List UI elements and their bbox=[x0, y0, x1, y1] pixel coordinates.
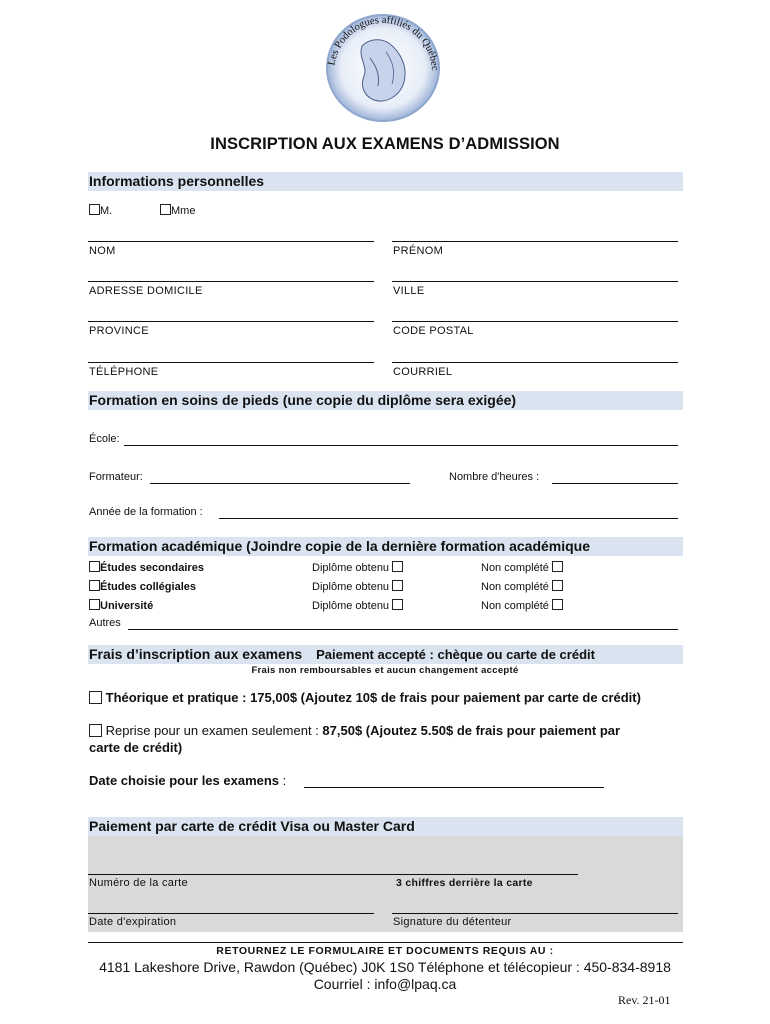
exam-date-label: Date choisie pour les examens bbox=[89, 773, 280, 788]
title-option-mme[interactable]: Mme bbox=[160, 204, 195, 217]
exam-date-row: Date choisie pour les examens : bbox=[89, 773, 287, 788]
fee-option-retake[interactable]: Reprise pour un examen seulement : 87,50$ (Ajoutez 5.50$ de frais pour paiement par bbox=[89, 723, 689, 738]
return-instructions: RETOURNEZ LE FORMULAIRE ET DOCUMENTS REQUIS AU : bbox=[216, 945, 554, 957]
checkbox-obtained-universite[interactable] bbox=[392, 599, 403, 610]
telephone-label: TÉLÉPHONE bbox=[89, 366, 159, 378]
checkbox-incomplete-universite[interactable] bbox=[552, 599, 563, 610]
courriel-label: COURRIEL bbox=[393, 366, 453, 378]
association-logo bbox=[320, 8, 446, 126]
exam-date-field[interactable] bbox=[304, 787, 604, 788]
ecole-field[interactable] bbox=[124, 445, 678, 446]
expiration-field[interactable] bbox=[88, 913, 374, 914]
incomplete-universite[interactable]: Non complété bbox=[481, 599, 563, 612]
payment-note: Paiement accepté : chèque ou carte de crédit bbox=[316, 647, 595, 662]
title-option-m[interactable]: M. bbox=[89, 204, 112, 217]
non-refundable-note: Frais non remboursables et aucun changement accepté bbox=[251, 665, 519, 676]
checkbox-secondaire[interactable] bbox=[89, 561, 100, 572]
contact-email: Courriel : info@lpaq.ca bbox=[313, 976, 457, 992]
adresse-field[interactable] bbox=[88, 281, 374, 282]
annee-label: Année de la formation : bbox=[89, 506, 203, 518]
autres-field[interactable] bbox=[128, 629, 678, 630]
ville-label: VILLE bbox=[393, 285, 425, 297]
incomplete-secondaire[interactable]: Non complété bbox=[481, 561, 563, 574]
fees-header bbox=[88, 645, 683, 664]
obtained-secondaire[interactable]: Diplôme obtenu bbox=[312, 561, 403, 574]
fees-title: Frais d’inscription aux examens bbox=[89, 646, 303, 662]
expiration-label: Date d'expiration bbox=[89, 916, 177, 928]
checkbox-m[interactable] bbox=[89, 204, 100, 215]
checkbox-universite[interactable] bbox=[89, 599, 100, 610]
province-label: PROVINCE bbox=[89, 325, 149, 337]
province-field[interactable] bbox=[88, 321, 374, 322]
return-address: 4181 Lakeshore Drive, Rawdon (Québec) J0K 1S0 Téléphone et télécopieur : 450-834-8918 bbox=[99, 959, 671, 975]
footer-divider bbox=[88, 942, 683, 943]
checkbox-incomplete-collegial[interactable] bbox=[552, 580, 563, 591]
checkbox-obtained-secondaire[interactable] bbox=[392, 561, 403, 572]
ecole-label: École: bbox=[89, 433, 120, 445]
adresse-label: ADRESSE DOMICILE bbox=[89, 285, 203, 297]
checkbox-collegial[interactable] bbox=[89, 580, 100, 591]
foot-map-seal-icon bbox=[320, 8, 446, 126]
checkbox-retake-exam[interactable] bbox=[89, 724, 102, 737]
formateur-field[interactable] bbox=[150, 483, 410, 484]
nom-field[interactable] bbox=[88, 241, 374, 242]
fee-option-full[interactable]: Théorique et pratique : 175,00$ (Ajoutez 10$ de frais pour paiement par carte de crédit) bbox=[89, 690, 641, 705]
level-universite[interactable]: Université bbox=[89, 599, 153, 612]
card-number-label: Numéro de la carte bbox=[89, 877, 188, 889]
checkbox-full-exam[interactable] bbox=[89, 691, 102, 704]
formateur-label: Formateur: bbox=[89, 471, 143, 483]
heures-label: Nombre d'heures : bbox=[449, 471, 540, 483]
code-postal-field[interactable] bbox=[392, 321, 678, 322]
card-number-field[interactable] bbox=[88, 874, 578, 875]
courriel-field[interactable] bbox=[392, 362, 678, 363]
revision-number: Rev. 21-01 bbox=[618, 993, 671, 1007]
code-postal-label: CODE POSTAL bbox=[393, 325, 474, 337]
signature-field[interactable] bbox=[392, 913, 678, 914]
signature-label: Signature du détenteur bbox=[393, 916, 512, 928]
level-secondaire[interactable]: Études secondaires bbox=[89, 561, 204, 574]
incomplete-collegial[interactable]: Non complété bbox=[481, 580, 563, 593]
telephone-field[interactable] bbox=[88, 362, 374, 363]
nom-label: NOM bbox=[89, 245, 116, 257]
heures-field[interactable] bbox=[552, 483, 678, 484]
fee-option-retake-line2: carte de crédit) bbox=[89, 740, 183, 755]
prenom-field[interactable] bbox=[392, 241, 678, 242]
personal-info-header: Informations personnelles bbox=[88, 172, 683, 191]
autres-label: Autres bbox=[89, 617, 121, 629]
cvv-label: 3 chiffres derrière la carte bbox=[396, 877, 533, 889]
ville-field[interactable] bbox=[392, 281, 678, 282]
academic-training-header: Formation académique (Joindre copie de la dernière formation académique bbox=[88, 537, 683, 556]
logo-text: Les Podologues affiliés du Québec bbox=[326, 14, 441, 72]
annee-field[interactable] bbox=[219, 518, 678, 519]
obtained-collegial[interactable]: Diplôme obtenu bbox=[312, 580, 403, 593]
prenom-label: PRÉNOM bbox=[393, 245, 444, 257]
obtained-universite[interactable]: Diplôme obtenu bbox=[312, 599, 403, 612]
foot-care-training-header: Formation en soins de pieds (une copie du diplôme sera exigée) bbox=[88, 391, 683, 410]
level-collegial[interactable]: Études collégiales bbox=[89, 580, 196, 593]
checkbox-obtained-collegial[interactable] bbox=[392, 580, 403, 591]
card-payment-header: Paiement par carte de crédit Visa ou Master Card bbox=[88, 817, 683, 836]
checkbox-mme[interactable] bbox=[160, 204, 171, 215]
checkbox-incomplete-secondaire[interactable] bbox=[552, 561, 563, 572]
page-title: INSCRIPTION AUX EXAMENS D’ADMISSION bbox=[210, 135, 560, 153]
